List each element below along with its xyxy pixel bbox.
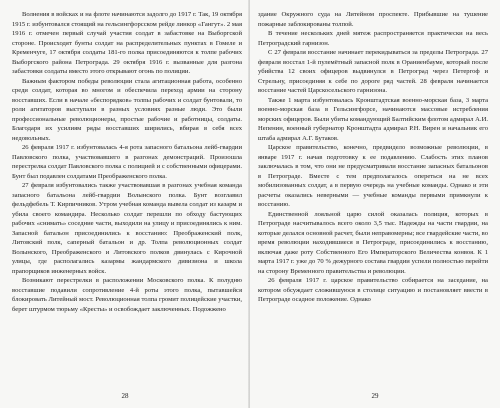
right-page-text bbox=[258, 10, 488, 305]
page-number-left: 28 bbox=[121, 392, 129, 400]
paragraph: Волнения в войсках и на флоте начинаются задолго до 1917 г. Так, 19 октября 1915 г. избунтовался стоящий на гельсингфорсском рейде линкор «Гангут». 2 мая 1916 г. отмечен первый случай участия солдат в забастовке на Выборгской стороне. Происходят бунты солдат на распределительных пунктах в Гомеле и Кременчуге, 17 октября солдаты 181-го полка присоединяются к толпе рабочих Выборгского района Петрограда. 29 октября 1916 г. вызванные для разгона забастовки солдаты вместо этого открывают огонь по полиции. bbox=[12, 11, 242, 75]
paragraph: Важным фактором победы революции стала агитационная работа, особенно среди солдат, которая во многом и обеспечила переход армии на сторону восставших. Если в начале «беспорядков» толпы рабочих и солдат бунтовали, то роли агитаторов выступали в разных условиях разные люди. Это были профессиональные революционеры, простые рабочие и работницы, солдаты. Благодаря их усилиям ряды восставших ширились, вбирая в себя всех недовольных. bbox=[12, 77, 242, 142]
paragraph: здание Окружного суда на Литейном проспекте. Прибывшие на тушение пожарные заблокированы толпой. bbox=[258, 11, 488, 28]
paragraph: Также 1 марта избунтовалась Кронштадтская военно-морская база, 3 марта военно-морская база в Гельсингфорсе, начинаются массовые истребления морских офицеров. Были убиты командующий Балтийским флотом адмирал А.И. Непенин, военный губернатор Кронштадта адмирал Р.Н. Вирен и начальник его штаба адмирал А.Г. Бутаков. bbox=[258, 96, 488, 142]
paragraph: Возникают перестрелки в расположении Московского полка. К полудню восставшие подавили сопротивление 4-й роты этого полка, пытавшейся блокировать Литейный мост. Революционная толпа громит полицейские участки, берет штурмом тюрьму «Кресты» и освобождает заключенных. Подожжено bbox=[12, 277, 242, 313]
right-page bbox=[250, 0, 500, 408]
paragraph: 27 февраля избунтовались также участвовавшая в разгонах учебная команда запасного батальона лейб-гвардии Волынского полка. Бунт возглавил фельдфебель Т. Кирпичников. Утром учебная команда вывела солдат из казарм и убила своего командира. Несколько солдат перешли по обходу бастующих рабочих «снимать» соседние части, выходили на улицу и присоединялись к ним. Запасной батальон присоединились к восстанию: Преображенский полк, Литовский полк, саперный батальон и др. Толпа революционных солдат Волынского, Преображенского и Литовского полков двинулась с Кирочной улицы, где располагались казармы жандармского дивизиона и школа прапорщиков инженерных войск. bbox=[12, 182, 242, 275]
paragraph: Единственной лояльной царю силой оказалась полиция, которых в Петрограде насчитывалось всего около 3,5 тыс. Надежды на части гвардии, на которые делался основной расчет, были неправомерны; все гвардейские части, во время революции находившиеся в Петрограде, присоединились к восстанию, включая даже роту Собственного Его Императорского Величества конвоя. К 1 марта 1917 г. уже до 70 % дежурного состава гвардии успели полностью перейти на сторону Временного правительства и революции. bbox=[258, 210, 488, 275]
paragraph: В течение нескольких дней мятеж распространяется практически на весь Петроградский гарнизон. bbox=[258, 30, 488, 47]
page-number-right: 29 bbox=[371, 392, 379, 400]
paragraph: С 27 февраля восстание начинает перекидываться за пределы Петрограда. 27 февраля восстал 1-й пулемётный запасной полк в Ораниенбауме, который после убийства 12 своих офицеров выдвинулся в Петроград через Петергоф и Стрельну, присоединяя к себе по дороге ряд частей. 28 февраля начинается восстание частей Царскосельского гарнизона. bbox=[258, 49, 488, 94]
paragraph: 26 февраля 1917 г. царское правительство собирается на заседание, на котором обсуждает сложившуюся в столице ситуацию и постановляет ввести в Петрограде осадное положение. Однако bbox=[258, 277, 488, 303]
paragraph: Царское правительство, конечно, предвидело возможные революции, в январе 1917 г. начав подготовку к ее подавлению. Слабость этих планов заключалась в том, что они не предусматривали восстание запасных батальонов в Петрограде. Вместе с тем предполагалось опереться на не всех мобилизованных солдат, а в первую очередь на учебные команды. Однако и эти расчеты оказались неверными — учебные команды первыми примкнули к восстанию. bbox=[258, 144, 488, 208]
paragraph: 26 февраля 1917 г. избунтовалась 4-я рота запасного батальона лейб-гвардии Павловского полка, участвовавшего в разгонах демонстраций. Произошла перестрелка солдат Павловского полка с полицией и с собственными офицерами. Бунт был подавлен солдатами Преображенского полка. bbox=[12, 144, 242, 180]
left-page-text bbox=[12, 10, 242, 314]
